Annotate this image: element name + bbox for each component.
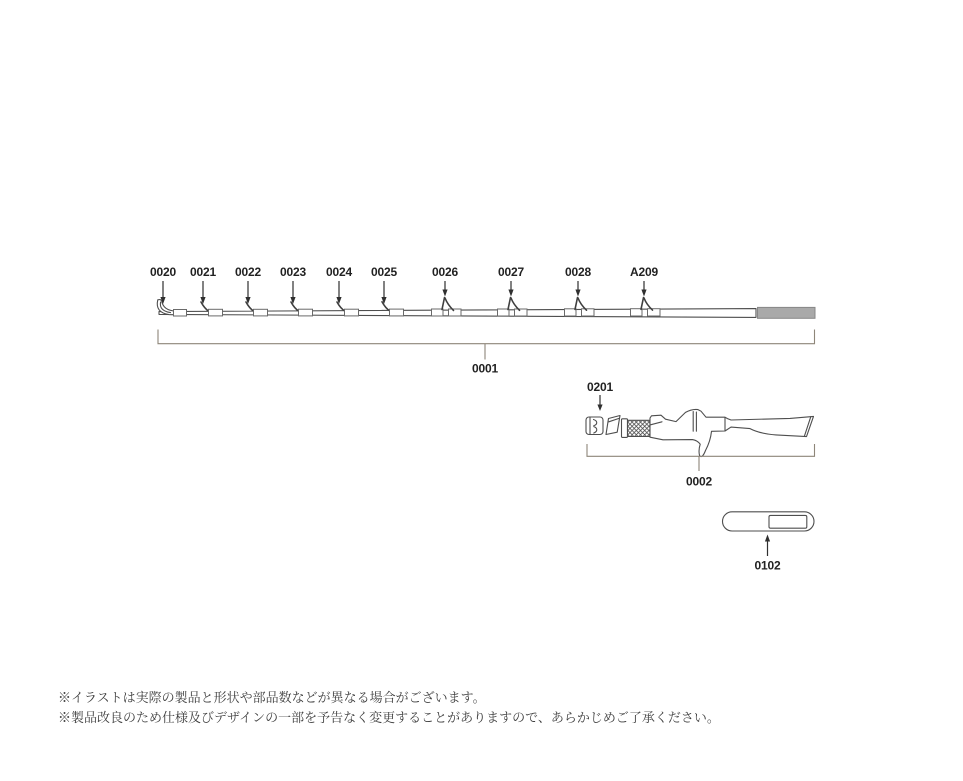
handle-illustration bbox=[622, 409, 814, 456]
guide-part-label: 0024 bbox=[326, 265, 352, 279]
guide-callout-arrow-head bbox=[641, 290, 646, 297]
guide-part-label: 0021 bbox=[190, 265, 216, 279]
strap-arrow-head bbox=[765, 535, 770, 542]
strap-label: 0102 bbox=[754, 558, 781, 573]
guide-part-label: 0027 bbox=[498, 265, 524, 279]
rod-group-label: 0001 bbox=[472, 361, 498, 376]
guide-callouts bbox=[150, 265, 658, 304]
handle-assembly bbox=[586, 380, 815, 489]
guide-callout-arrow-head bbox=[442, 290, 447, 297]
disclaimer-note-2: ※製品改良のため仕様及びデザインの一部を予告なく変更することがありますので、あらかじめご了承ください。 bbox=[58, 710, 720, 725]
strap-buckle bbox=[769, 515, 807, 528]
guide-callout-arrow-head bbox=[575, 290, 580, 297]
guide-part-label: 0025 bbox=[371, 265, 397, 279]
strap-part bbox=[723, 512, 815, 573]
disclaimer-note-1: ※イラストは実際の製品と形状や部品数などが異なる場合がございます。 bbox=[58, 690, 486, 705]
rod-butt-section bbox=[758, 307, 816, 318]
guide-callout-arrow-head bbox=[508, 290, 513, 297]
butt-cap-arrow-head bbox=[597, 405, 602, 412]
handle-group-label: 0002 bbox=[686, 474, 712, 489]
rod-assembly bbox=[150, 265, 815, 376]
guide-part-label: 0022 bbox=[235, 265, 261, 279]
butt-cap-part bbox=[586, 416, 620, 435]
guide-part-label: 0023 bbox=[280, 265, 306, 279]
rod-group-bracket bbox=[158, 330, 815, 360]
guide-part-label: 0026 bbox=[432, 265, 458, 279]
guide-part-label: 0028 bbox=[565, 265, 591, 279]
butt-cap-label: 0201 bbox=[587, 380, 613, 394]
guide-part-label: 0020 bbox=[150, 265, 176, 279]
guide-part-label: A209 bbox=[630, 265, 658, 279]
